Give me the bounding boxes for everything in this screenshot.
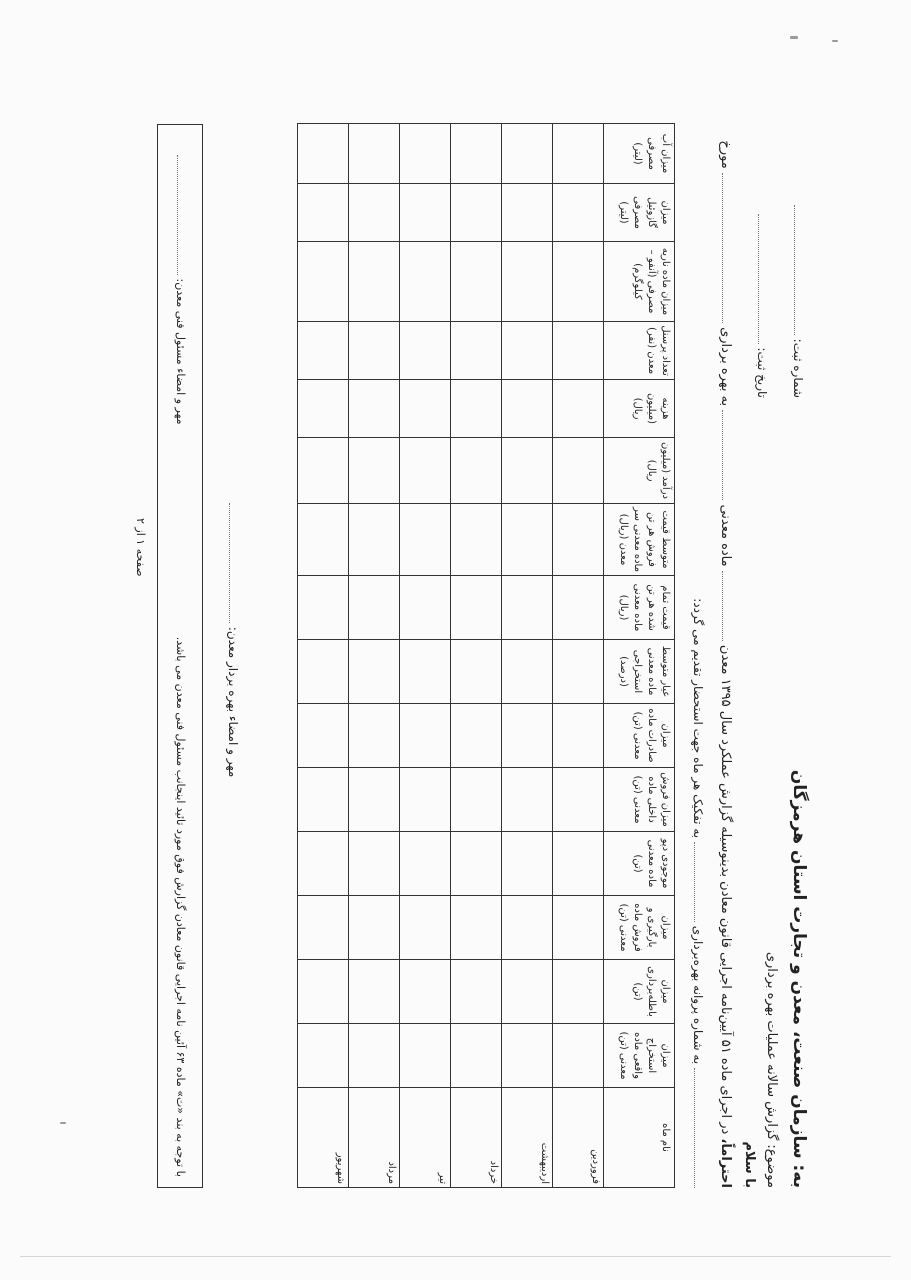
data-cell[interactable] xyxy=(451,960,502,1024)
data-cell[interactable] xyxy=(298,380,349,438)
data-cell[interactable] xyxy=(349,768,400,832)
data-cell[interactable] xyxy=(400,832,451,896)
month-name: خرداد xyxy=(451,1088,502,1188)
scan-speck xyxy=(790,36,798,39)
col-header: هزینه (میلیون ریال) xyxy=(604,380,675,438)
report-form xyxy=(125,78,815,1188)
data-cell[interactable] xyxy=(553,1024,604,1088)
data-cell[interactable] xyxy=(451,576,502,640)
table-row xyxy=(502,124,553,1188)
data-cell[interactable] xyxy=(502,438,553,504)
data-cell[interactable] xyxy=(298,768,349,832)
data-cell[interactable] xyxy=(502,960,553,1024)
data-cell[interactable] xyxy=(553,896,604,960)
data-cell[interactable] xyxy=(400,438,451,504)
data-cell[interactable] xyxy=(349,896,400,960)
table-header-row xyxy=(604,124,675,1188)
data-cell[interactable] xyxy=(349,960,400,1024)
month-name: فروردین xyxy=(553,1088,604,1188)
data-cell[interactable] xyxy=(553,242,604,322)
subject-line: موضوع: گزارش سالانه عملیات بهره برداری xyxy=(764,951,779,1188)
table-row xyxy=(298,124,349,1188)
monthly-report-table xyxy=(297,123,675,1188)
data-cell[interactable] xyxy=(298,124,349,184)
data-cell[interactable] xyxy=(298,242,349,322)
body-license-label: به شماره پروانه بهره‌برداری xyxy=(691,925,705,1065)
data-cell[interactable] xyxy=(298,322,349,380)
data-cell[interactable] xyxy=(553,640,604,704)
data-cell[interactable] xyxy=(349,380,400,438)
data-cell[interactable] xyxy=(298,504,349,576)
data-cell[interactable] xyxy=(451,124,502,184)
tech-signature xyxy=(173,155,187,425)
data-cell[interactable] xyxy=(400,704,451,768)
data-cell[interactable] xyxy=(553,124,604,184)
body-mineral-label: ماده معدنی xyxy=(718,504,733,567)
data-cell[interactable] xyxy=(400,896,451,960)
body-closing: به تفکیک هر ماه جهت استحضار تقدیم می گردد: xyxy=(691,598,705,839)
page-number: صفحه ۱ از ۲ xyxy=(134,518,147,577)
col-header: موجودی دپو ماده معدنی (تن) xyxy=(604,832,675,896)
data-cell[interactable] xyxy=(451,1024,502,1088)
blank-field[interactable] xyxy=(722,410,724,500)
greeting: با سلام xyxy=(742,1141,757,1188)
data-cell[interactable] xyxy=(502,832,553,896)
col-header: متوسط قیمت فروش هر تن ماده معدنی سر معدن (ریال) xyxy=(604,504,675,576)
body-text: در اجرای ماده ۵۱ آیین‌نامه اجرایی قانون معادن بدینوسیله گزارش عملکرد سال ۱۳۹۵ معدن xyxy=(718,644,733,1135)
data-cell[interactable] xyxy=(502,1024,553,1088)
body-line-1 xyxy=(718,140,733,1188)
data-cell[interactable] xyxy=(553,504,604,576)
col-header: میزان صادرات ماده معدنی (تن) xyxy=(604,704,675,768)
data-cell[interactable] xyxy=(298,184,349,242)
data-cell[interactable] xyxy=(502,504,553,576)
data-cell[interactable] xyxy=(349,704,400,768)
data-cell[interactable] xyxy=(553,380,604,438)
data-cell[interactable] xyxy=(349,504,400,576)
month-name: تیر xyxy=(400,1088,451,1188)
col-header: میزان گازوئیل مصرفی (لیتر) xyxy=(604,184,675,242)
data-cell[interactable] xyxy=(400,184,451,242)
scan-speck xyxy=(60,1122,66,1124)
data-cell[interactable] xyxy=(400,124,451,184)
data-cell[interactable] xyxy=(349,640,400,704)
miner-sign-field[interactable] xyxy=(229,503,231,623)
data-cell[interactable] xyxy=(349,576,400,640)
month-name: مرداد xyxy=(349,1088,400,1188)
reg-number-label: شماره ثبت: xyxy=(791,338,805,398)
data-cell[interactable] xyxy=(553,576,604,640)
data-cell[interactable] xyxy=(502,576,553,640)
data-cell[interactable] xyxy=(451,184,502,242)
data-cell[interactable] xyxy=(451,322,502,380)
reg-number-row xyxy=(791,205,805,398)
body-respect: احتراماً، xyxy=(718,1138,733,1188)
data-cell[interactable] xyxy=(400,768,451,832)
data-cell[interactable] xyxy=(349,242,400,322)
data-cell[interactable] xyxy=(451,832,502,896)
table-row xyxy=(349,124,400,1188)
col-header: میزان بارگیری و فروش ماده معدنی (تن) xyxy=(604,896,675,960)
data-cell[interactable] xyxy=(502,768,553,832)
col-header: میزان باطله‌برداری (تن) xyxy=(604,960,675,1024)
body-line-2 xyxy=(691,598,705,1188)
data-cell[interactable] xyxy=(298,896,349,960)
col-header: میزان ماده ناریه مصرفی (آنفو – کیلوگرم) xyxy=(604,242,675,322)
body-date-label: مورخ xyxy=(718,140,733,169)
reg-date-row xyxy=(755,214,769,398)
tech-sign-field[interactable] xyxy=(177,155,179,275)
approval-note: با توجه به بند «ت» ماده ۶۳ آئین نامه اجرایی قانون معادن گزارش فوق مورد تائید اینجانب مسئول فنی معدن می باشد. xyxy=(174,636,187,1177)
reg-number-field[interactable] xyxy=(794,205,796,335)
data-cell[interactable] xyxy=(451,504,502,576)
data-cell[interactable] xyxy=(553,438,604,504)
data-cell[interactable] xyxy=(298,1024,349,1088)
data-cell[interactable] xyxy=(502,896,553,960)
data-cell[interactable] xyxy=(349,322,400,380)
miner-sign-label: مهر و امضاء بهره بردار معدن: xyxy=(226,626,240,778)
data-cell[interactable] xyxy=(298,640,349,704)
reg-date-label: تاریخ ثبت: xyxy=(755,347,769,398)
tech-sign-label: مهر و امضاء مسئول فنی معدن: xyxy=(174,278,187,425)
data-cell[interactable] xyxy=(400,242,451,322)
technical-approval-box xyxy=(157,124,203,1188)
data-cell[interactable] xyxy=(298,704,349,768)
table-row xyxy=(451,124,502,1188)
data-cell[interactable] xyxy=(298,832,349,896)
col-header: میزان فروش داخلی ماده معدنی (تن) xyxy=(604,768,675,832)
blank-field[interactable] xyxy=(694,1068,696,1188)
data-cell[interactable] xyxy=(502,124,553,184)
data-cell[interactable] xyxy=(451,438,502,504)
data-cell[interactable] xyxy=(400,960,451,1024)
table-row xyxy=(553,124,604,1188)
table-row xyxy=(400,124,451,1188)
data-cell[interactable] xyxy=(451,896,502,960)
data-cell[interactable] xyxy=(349,1024,400,1088)
scan-speck xyxy=(832,40,838,42)
data-cell[interactable] xyxy=(502,640,553,704)
month-name: شهریور xyxy=(298,1088,349,1188)
miner-signature xyxy=(226,503,240,777)
data-cell[interactable] xyxy=(451,380,502,438)
col-header: تعداد پرسنل معدن (نفر) xyxy=(604,322,675,380)
data-cell[interactable] xyxy=(553,768,604,832)
data-cell[interactable] xyxy=(400,504,451,576)
body-operation-label: به بهره برداری xyxy=(718,327,733,407)
data-cell[interactable] xyxy=(400,380,451,438)
data-cell[interactable] xyxy=(451,704,502,768)
data-cell[interactable] xyxy=(553,832,604,896)
data-cell[interactable] xyxy=(400,640,451,704)
data-cell[interactable] xyxy=(451,242,502,322)
blank-field[interactable] xyxy=(722,571,724,641)
data-cell[interactable] xyxy=(349,438,400,504)
data-cell[interactable] xyxy=(451,640,502,704)
scan-edge-line xyxy=(20,1256,891,1257)
data-cell[interactable] xyxy=(502,184,553,242)
col-header: نام ماه xyxy=(604,1088,675,1188)
data-cell[interactable] xyxy=(553,960,604,1024)
month-name: اردیبهشت xyxy=(502,1088,553,1188)
data-cell[interactable] xyxy=(553,322,604,380)
data-cell[interactable] xyxy=(502,380,553,438)
data-cell[interactable] xyxy=(400,576,451,640)
data-cell[interactable] xyxy=(502,242,553,322)
col-header: میزان استخراج واقعی ماده معدنی (تن) xyxy=(604,1024,675,1088)
data-cell[interactable] xyxy=(298,576,349,640)
data-cell[interactable] xyxy=(400,1024,451,1088)
blank-field[interactable] xyxy=(722,173,724,323)
recipient-title: به: سازمان صنعت، معدن و تجارت استان هرمزگان xyxy=(789,769,809,1188)
col-header: درآمد (میلیون ریال) xyxy=(604,438,675,504)
blank-field[interactable] xyxy=(694,842,696,922)
reg-date-field[interactable] xyxy=(758,214,760,344)
data-cell[interactable] xyxy=(451,768,502,832)
data-cell[interactable] xyxy=(349,832,400,896)
data-cell[interactable] xyxy=(553,184,604,242)
data-cell[interactable] xyxy=(400,322,451,380)
col-header: عیار متوسط ماده معدنی استخراجی (درصد) xyxy=(604,640,675,704)
data-cell[interactable] xyxy=(349,184,400,242)
data-cell[interactable] xyxy=(349,124,400,184)
data-cell[interactable] xyxy=(502,704,553,768)
data-cell[interactable] xyxy=(298,438,349,504)
col-header: قیمت تمام شده هر تن ماده معدنی (ریال) xyxy=(604,576,675,640)
col-header: میزان آب مصرفی (لیتر) xyxy=(604,124,675,184)
data-cell[interactable] xyxy=(553,704,604,768)
data-cell[interactable] xyxy=(298,960,349,1024)
data-cell[interactable] xyxy=(502,322,553,380)
